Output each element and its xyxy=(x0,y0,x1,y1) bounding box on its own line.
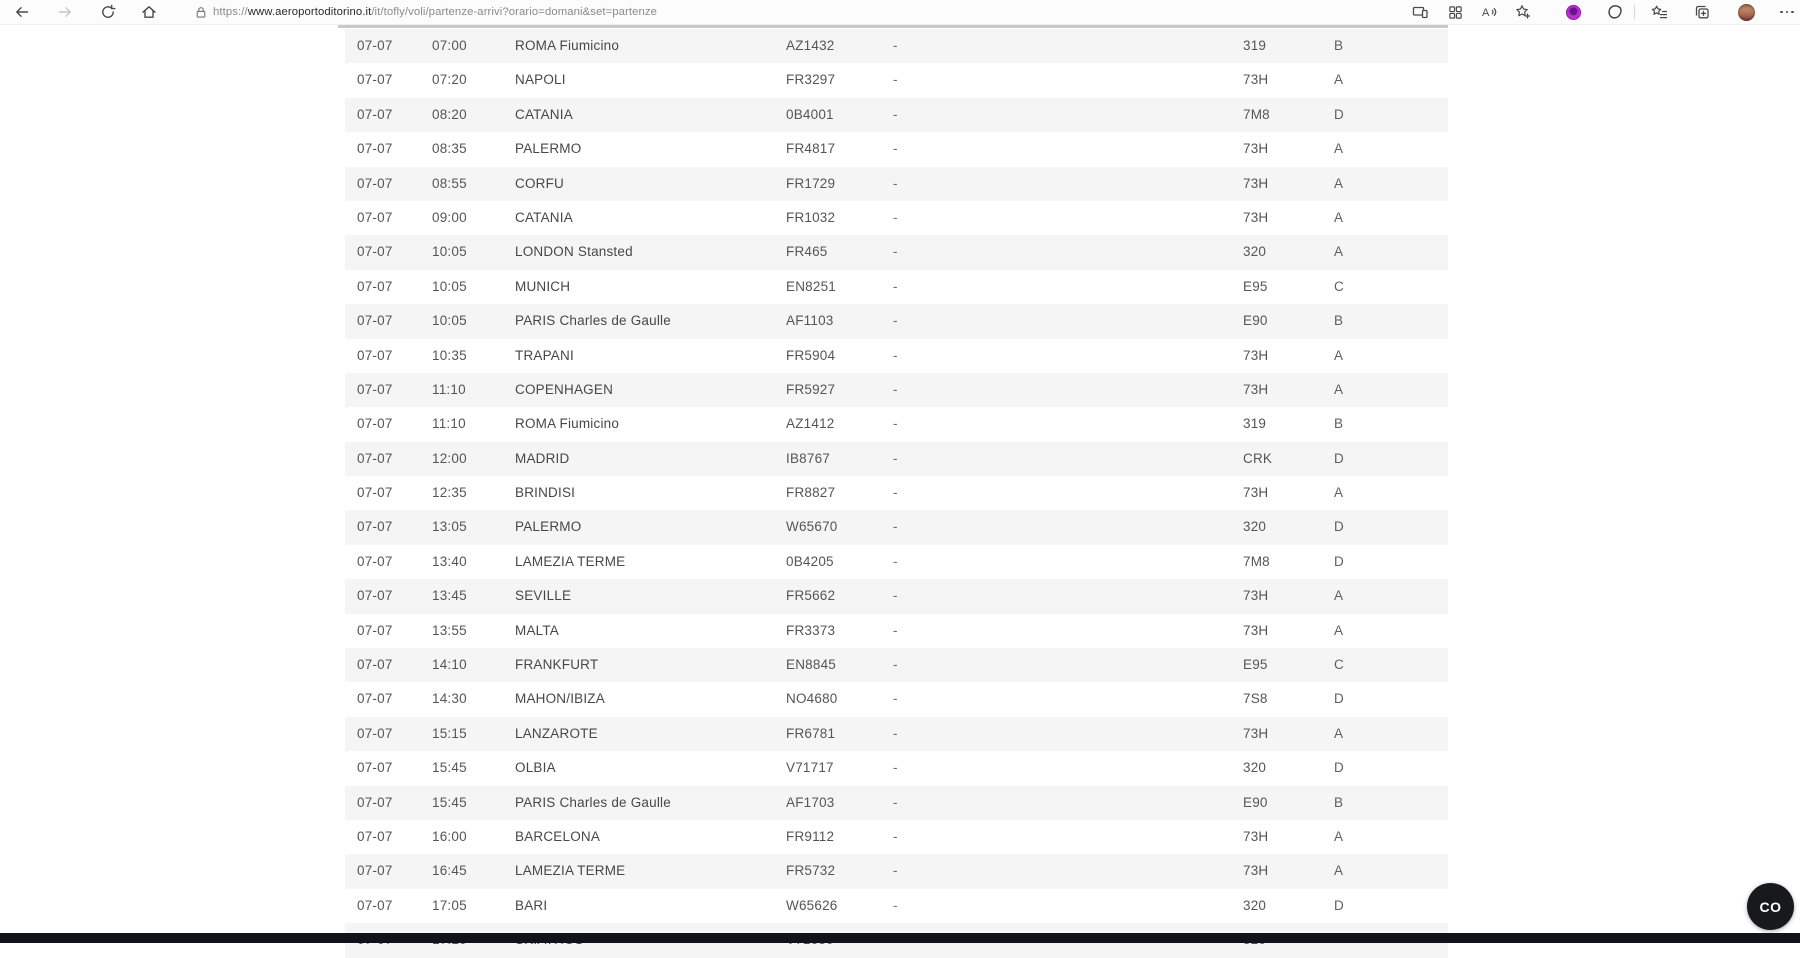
url-path: /it/tofly/voli/partenze-arrivi?orario=domani&set=partenze xyxy=(371,6,658,18)
cell-terminal: A xyxy=(1334,244,1344,260)
cell-codeshare: - xyxy=(893,828,898,844)
cell-date: 07-07 xyxy=(357,244,393,260)
table-row[interactable] xyxy=(345,201,1448,235)
cell-flight-number: V71717 xyxy=(786,760,834,776)
cell-codeshare: - xyxy=(893,278,898,294)
cell-time: 14:30 xyxy=(432,691,467,707)
cell-destination: LONDON Stansted xyxy=(515,244,633,260)
cell-terminal: A xyxy=(1334,347,1344,363)
cell-terminal: A xyxy=(1334,175,1344,191)
cell-aircraft: 73H xyxy=(1243,485,1269,501)
home-button[interactable] xyxy=(139,2,159,22)
toolbar-divider xyxy=(1634,5,1635,19)
cell-destination: OLBIA xyxy=(515,760,556,776)
refresh-button[interactable] xyxy=(98,2,118,22)
table-row[interactable] xyxy=(345,648,1448,682)
cell-date: 07-07 xyxy=(357,72,393,88)
table-row[interactable] xyxy=(345,476,1448,510)
cell-flight-number: 0B4001 xyxy=(786,106,834,122)
cell-codeshare: - xyxy=(893,622,898,638)
cell-destination: BARCELONA xyxy=(515,828,601,844)
cell-terminal: A xyxy=(1334,141,1344,157)
cell-date: 07-07 xyxy=(357,416,393,432)
cell-flight-number: FR3297 xyxy=(786,72,836,88)
cell-date: 07-07 xyxy=(357,794,393,810)
cell-aircraft: 320 xyxy=(1243,244,1267,260)
cell-codeshare: - xyxy=(893,313,898,329)
cell-date: 07-07 xyxy=(357,141,393,157)
cell-date: 07-07 xyxy=(357,347,393,363)
cell-destination: ROMA Fiumicino xyxy=(515,38,620,53)
cell-flight-number: IB8767 xyxy=(786,450,830,466)
table-row[interactable] xyxy=(345,854,1448,888)
settings-menu-button[interactable] xyxy=(1777,2,1797,22)
cell-time: 08:35 xyxy=(432,141,467,157)
cell-aircraft: 73H xyxy=(1243,209,1269,225)
profile-avatar xyxy=(1738,4,1755,21)
cell-time: 10:05 xyxy=(432,278,467,294)
cell-time: 08:20 xyxy=(432,106,467,122)
cell-terminal: D xyxy=(1334,450,1344,466)
cell-aircraft: 73H xyxy=(1243,347,1269,363)
cell-destination: PARIS Charles de Gaulle xyxy=(515,313,671,329)
cell-date: 07-07 xyxy=(357,725,393,741)
cell-time: 13:45 xyxy=(432,588,467,604)
cell-codeshare: - xyxy=(893,863,898,879)
cell-codeshare: - xyxy=(893,38,898,53)
cell-destination: PALERMO xyxy=(515,141,582,157)
cell-flight-number: FR1729 xyxy=(786,175,836,191)
table-row[interactable] xyxy=(345,820,1448,854)
cell-aircraft: 73H xyxy=(1243,72,1269,88)
cell-destination: BRINDISI xyxy=(515,485,576,501)
table-row[interactable] xyxy=(345,373,1448,407)
cell-codeshare: - xyxy=(893,588,898,604)
cell-destination: MUNICH xyxy=(515,278,571,294)
refresh-icon xyxy=(100,4,116,20)
cell-codeshare: - xyxy=(893,175,898,191)
cell-terminal: B xyxy=(1334,313,1344,329)
table-row[interactable] xyxy=(345,339,1448,373)
cell-aircraft: 319 xyxy=(1243,416,1267,432)
collections-button[interactable] xyxy=(1692,2,1712,22)
apps-grid-button[interactable] xyxy=(1445,2,1465,22)
cell-date: 07-07 xyxy=(357,175,393,191)
ellipsis-icon xyxy=(1780,11,1794,14)
cell-aircraft: CRK xyxy=(1243,450,1273,466)
cell-aircraft: E95 xyxy=(1243,657,1268,673)
add-favorite-button[interactable] xyxy=(1513,2,1533,22)
cell-codeshare: - xyxy=(893,691,898,707)
table-row[interactable] xyxy=(345,614,1448,648)
table-row[interactable] xyxy=(345,786,1448,820)
cell-terminal: B xyxy=(1334,416,1344,432)
cell-time: 12:35 xyxy=(432,485,467,501)
cell-destination: PARIS Charles de Gaulle xyxy=(515,794,671,810)
cell-destination: LANZAROTE xyxy=(515,725,598,741)
cell-flight-number: W65670 xyxy=(786,519,838,535)
cell-destination: SEVILLE xyxy=(515,588,572,604)
cell-flight-number: AZ1432 xyxy=(786,38,835,53)
table-row[interactable] xyxy=(345,717,1448,751)
cell-time: 13:05 xyxy=(432,519,467,535)
cell-codeshare: - xyxy=(893,519,898,535)
cell-date: 07-07 xyxy=(357,485,393,501)
cell-date: 07-07 xyxy=(357,657,393,673)
forward-arrow-icon xyxy=(57,4,73,20)
cell-terminal: C xyxy=(1334,657,1344,673)
cell-destination: CATANIA xyxy=(515,209,573,225)
cell-time: 07:00 xyxy=(432,38,467,53)
cell-destination: COPENHAGEN xyxy=(515,381,614,397)
cell-time: 12:00 xyxy=(432,450,467,466)
cell-flight-number: FR1032 xyxy=(786,209,836,225)
cell-aircraft: 73H xyxy=(1243,175,1269,191)
cell-flight-number: FR4817 xyxy=(786,141,836,157)
extension-shape-icon xyxy=(1607,4,1623,20)
cell-date: 07-07 xyxy=(357,209,393,225)
cell-flight-number: FR6781 xyxy=(786,725,836,741)
cell-date: 07-07 xyxy=(357,588,393,604)
cell-aircraft: 73H xyxy=(1243,725,1269,741)
cell-terminal: A xyxy=(1334,72,1344,88)
cell-codeshare: - xyxy=(893,553,898,569)
extension-button[interactable] xyxy=(1605,2,1625,22)
url-domain: www.aeroportoditorino.it xyxy=(247,6,372,18)
cell-flight-number: FR465 xyxy=(786,244,828,260)
table-row[interactable] xyxy=(345,270,1448,304)
cell-aircraft: 319 xyxy=(1243,38,1267,53)
cell-terminal: A xyxy=(1334,588,1344,604)
cell-flight-number: FR9112 xyxy=(786,828,835,844)
cell-codeshare: - xyxy=(893,725,898,741)
cell-aircraft: 7M8 xyxy=(1243,106,1270,122)
cell-aircraft: E90 xyxy=(1243,313,1268,329)
cell-date: 07-07 xyxy=(357,897,393,913)
cell-terminal: B xyxy=(1334,38,1344,53)
cell-destination: MALTA xyxy=(515,622,560,638)
cell-date: 07-07 xyxy=(357,278,393,294)
cell-terminal: A xyxy=(1334,485,1344,501)
star-add-icon xyxy=(1515,4,1531,20)
purple-extension-button[interactable] xyxy=(1563,2,1583,22)
lock-icon xyxy=(195,6,207,19)
cell-aircraft: 320 xyxy=(1243,760,1267,776)
cell-codeshare: - xyxy=(893,450,898,466)
cell-destination: BARI xyxy=(515,897,548,913)
cell-codeshare: - xyxy=(893,657,898,673)
cell-date: 07-07 xyxy=(357,553,393,569)
cell-terminal: A xyxy=(1334,863,1344,879)
cell-terminal: A xyxy=(1334,622,1344,638)
cell-date: 07-07 xyxy=(357,313,393,329)
table-row[interactable] xyxy=(345,889,1448,923)
cell-date: 07-07 xyxy=(357,519,393,535)
cell-flight-number: FR3373 xyxy=(786,622,836,638)
cell-time: 07:20 xyxy=(432,72,467,88)
cell-time: 10:05 xyxy=(432,313,467,329)
forward-button[interactable] xyxy=(55,2,75,22)
cell-destination: MADRID xyxy=(515,450,570,466)
cell-time: 10:05 xyxy=(432,244,467,260)
cell-codeshare: - xyxy=(893,760,898,776)
table-row[interactable] xyxy=(345,579,1448,613)
cell-time: 17:05 xyxy=(432,897,467,913)
read-aloud-icon xyxy=(1481,4,1498,20)
cell-time: 09:00 xyxy=(432,209,467,225)
cell-terminal: A xyxy=(1334,381,1344,397)
cell-codeshare: - xyxy=(893,72,898,88)
cell-codeshare: - xyxy=(893,897,898,913)
cell-destination: LAMEZIA TERME xyxy=(515,553,626,569)
cell-flight-number: AF1103 xyxy=(786,313,834,329)
departures-table xyxy=(345,29,1448,958)
cell-aircraft: E95 xyxy=(1243,278,1268,294)
cell-destination: CORFU xyxy=(515,175,564,191)
cell-date: 07-07 xyxy=(357,760,393,776)
table-row[interactable] xyxy=(345,167,1448,201)
cell-destination: TRAPANI xyxy=(515,347,574,363)
cell-time: 16:00 xyxy=(432,828,467,844)
cookie-widget-label: CO xyxy=(1759,898,1782,915)
svg-text:A: A xyxy=(1481,7,1489,19)
table-row[interactable] xyxy=(345,407,1448,441)
cell-terminal: D xyxy=(1334,691,1344,707)
cell-terminal: A xyxy=(1334,725,1344,741)
cell-destination: NAPOLI xyxy=(515,72,566,88)
collections-icon xyxy=(1694,4,1710,20)
cell-aircraft: 73H xyxy=(1243,141,1269,157)
favorites-hub-icon xyxy=(1651,4,1668,20)
cell-date: 07-07 xyxy=(357,863,393,879)
cell-terminal: D xyxy=(1334,106,1344,122)
cell-codeshare: - xyxy=(893,141,898,157)
site-security-button[interactable] xyxy=(191,2,211,22)
cell-flight-number: EN8251 xyxy=(786,278,836,294)
cell-codeshare: - xyxy=(893,209,898,225)
home-icon xyxy=(141,4,157,20)
cell-terminal: A xyxy=(1334,209,1344,225)
cookie-widget-button[interactable] xyxy=(1747,883,1794,930)
cell-flight-number: NO4680 xyxy=(786,691,838,707)
cell-time: 10:35 xyxy=(432,347,467,363)
cell-aircraft: 73H xyxy=(1243,863,1269,879)
cell-codeshare: - xyxy=(893,244,898,260)
cell-aircraft: 73H xyxy=(1243,622,1269,638)
cell-flight-number: W65626 xyxy=(786,897,838,913)
cell-aircraft: 7M8 xyxy=(1243,553,1270,569)
cell-aircraft: 73H xyxy=(1243,588,1269,604)
cell-flight-number: FR5904 xyxy=(786,347,836,363)
cell-flight-number: EN8845 xyxy=(786,657,836,673)
cell-date: 07-07 xyxy=(357,381,393,397)
back-button[interactable] xyxy=(12,2,32,22)
cell-aircraft: 320 xyxy=(1243,519,1267,535)
cell-codeshare: - xyxy=(893,416,898,432)
cell-codeshare: - xyxy=(893,485,898,501)
table-row[interactable] xyxy=(345,63,1448,97)
table-row[interactable] xyxy=(345,29,1448,63)
cell-terminal: C xyxy=(1334,278,1344,294)
table-row[interactable] xyxy=(345,98,1448,132)
table-row[interactable] xyxy=(345,545,1448,579)
cell-aircraft: 73H xyxy=(1243,828,1269,844)
cell-destination: CATANIA xyxy=(515,106,573,122)
cell-terminal: D xyxy=(1334,553,1344,569)
cell-date: 07-07 xyxy=(357,691,393,707)
cell-time: 13:40 xyxy=(432,553,467,569)
back-arrow-icon xyxy=(14,4,30,20)
cell-time: 15:45 xyxy=(432,760,467,776)
cell-aircraft: 7S8 xyxy=(1243,691,1268,707)
cell-time: 11:10 xyxy=(432,416,466,432)
address-bar[interactable] xyxy=(213,0,657,24)
cell-destination: LAMEZIA TERME xyxy=(515,863,626,879)
table-row[interactable] xyxy=(345,442,1448,476)
table-row[interactable] xyxy=(345,682,1448,716)
profile-button[interactable] xyxy=(1736,2,1756,22)
cell-date: 07-07 xyxy=(357,38,393,53)
cell-terminal: D xyxy=(1334,897,1344,913)
cell-date: 07-07 xyxy=(357,622,393,638)
screens-icon xyxy=(1412,4,1429,20)
cell-flight-number: FR5732 xyxy=(786,863,836,879)
cell-time: 08:55 xyxy=(432,175,467,191)
apps-grid-icon xyxy=(1448,5,1463,20)
cell-flight-number: 0B4205 xyxy=(786,553,834,569)
table-row[interactable] xyxy=(345,304,1448,338)
cell-codeshare: - xyxy=(893,106,898,122)
cell-codeshare: - xyxy=(893,794,898,810)
cell-aircraft: 73H xyxy=(1243,381,1269,397)
cell-time: 16:45 xyxy=(432,863,467,879)
cell-destination: FRANKFURT xyxy=(515,657,599,673)
screens-button[interactable] xyxy=(1410,2,1430,22)
table-row[interactable] xyxy=(345,132,1448,166)
favorites-button[interactable] xyxy=(1649,2,1669,22)
cell-date: 07-07 xyxy=(357,450,393,466)
cell-time: 15:15 xyxy=(432,725,467,741)
cell-flight-number: FR8827 xyxy=(786,485,836,501)
cell-destination: MAHON/IBIZA xyxy=(515,691,605,707)
cell-destination: ROMA Fiumicino xyxy=(515,416,620,432)
cell-flight-number: AF1703 xyxy=(786,794,835,810)
cell-flight-number: FR5927 xyxy=(786,381,836,397)
bottom-edge-bar xyxy=(0,933,1800,943)
cell-aircraft: 320 xyxy=(1243,897,1267,913)
cell-terminal: A xyxy=(1334,828,1344,844)
purple-extension-icon xyxy=(1566,5,1581,20)
cell-time: 11:10 xyxy=(432,381,466,397)
cell-terminal: D xyxy=(1334,760,1344,776)
cell-terminal: D xyxy=(1334,519,1344,535)
cell-aircraft: E90 xyxy=(1243,794,1268,810)
url-scheme: https:// xyxy=(213,6,248,18)
table-row[interactable] xyxy=(345,235,1448,269)
cell-time: 15:45 xyxy=(432,794,467,810)
cell-time: 13:55 xyxy=(432,622,467,638)
cell-destination: PALERMO xyxy=(515,519,582,535)
cell-codeshare: - xyxy=(893,347,898,363)
cell-time: 14:10 xyxy=(432,657,467,673)
table-row[interactable] xyxy=(345,751,1448,785)
table-row[interactable] xyxy=(345,510,1448,544)
read-aloud-button[interactable] xyxy=(1479,2,1499,22)
cell-terminal: B xyxy=(1334,794,1344,810)
cell-flight-number: FR5662 xyxy=(786,588,836,604)
browser-toolbar xyxy=(0,0,1800,25)
cell-flight-number: AZ1412 xyxy=(786,416,835,432)
cell-date: 07-07 xyxy=(357,828,393,844)
cell-codeshare: - xyxy=(893,381,898,397)
table-header-sliver xyxy=(338,25,1448,28)
cell-date: 07-07 xyxy=(357,106,393,122)
